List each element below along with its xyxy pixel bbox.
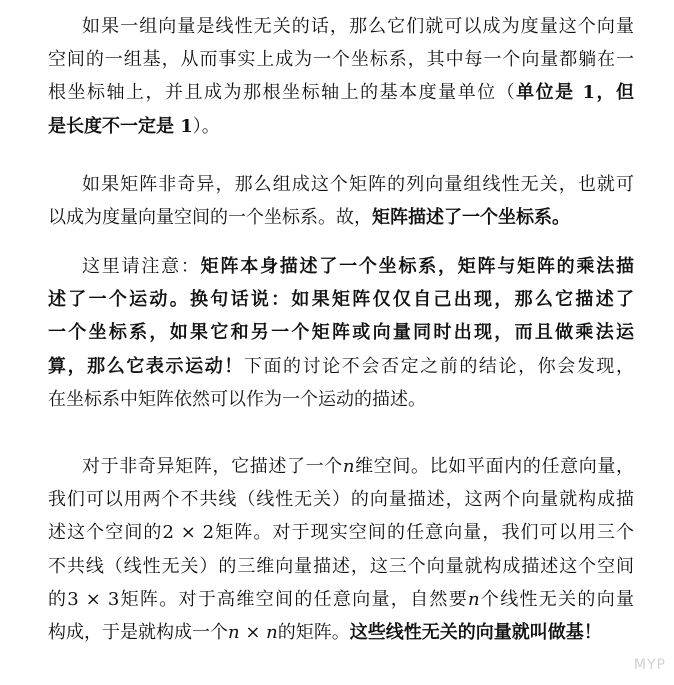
watermark: MYP [633,657,666,673]
text-line [48,203,634,233]
text-run: 维空间。比如平面内的任意向量， [354,456,635,477]
text-line [48,485,634,515]
text-run: 如果矩阵非奇异，那么组成这个矩阵的列向量组线性无关，也就可 [82,174,634,195]
text-run: 的3 × 3矩阵。对于高维空间的任意向量，自然要 [48,588,469,610]
text-run: 空间的一组基，从而事实上成为一个坐标系，其中每一个向量都躺在一 [48,49,634,71]
bold-text: 矩阵本身描述了一个坐标系，矩阵与矩阵的乘法描 [200,256,635,277]
text-run: 个线性无关的向量 [479,588,635,610]
text-run: 对于非奇异矩阵，它描述了一个 [82,456,343,477]
bold-text: 一个坐标系，如果它和另一个矩阵或向量同时出现，而且做乘法运 [48,322,634,344]
text-line [48,518,634,548]
bold-text: 是长度不一定是 1 [48,115,193,137]
text-run: 以成为度量向量空间的一个坐标系。故， [48,207,372,229]
text-run: 如果一组向量是线性无关的话，那么它们就可以成为度量这个向量 [82,16,634,37]
text-line [48,112,634,142]
text-run: 根坐标轴上，并且成为那根坐标轴上的基本度量单位（ [48,82,517,104]
bold-text: 算，那么它表示运动！ [48,355,244,377]
italic-variable: n [468,588,480,610]
text-line [48,318,634,348]
text-line [48,352,634,382]
text-run: ）。 [192,115,220,137]
italic-variable: n [266,622,278,643]
italic-variable: n [342,456,355,477]
bold-text: 单位是 1，但 [516,82,635,104]
bold-text: 这些线性无关的向量就叫做基！ [349,622,602,643]
text-line [48,78,634,108]
text-run: 述这个空间的2 × 2矩阵。对于现实空间的任意向量，我们可以用三个 [48,522,634,544]
italic-variable: n [228,622,240,643]
text-run: 不共线（线性无关）的三维向量描述，这三个向量就构成描述这个空间 [48,555,634,577]
text-run: 下面的讨论不会否定之前的结论，你会发现， [243,355,635,377]
bold-text: 述了一个运动。换句话说：如果矩阵仅仅自己出现，那么它描述了 [48,289,634,311]
text-line [48,618,634,648]
text-line [48,585,634,615]
text-line [48,385,634,415]
text-run: 构成，于是就构成一个 [48,622,228,643]
text-line [48,285,634,315]
text-run: 的矩阵。 [277,622,350,643]
text-line [82,170,634,200]
text-run: 在坐标系中矩阵依然可以作为一个运动的描述。 [48,388,426,410]
text-line [48,45,634,75]
text-run: × [239,622,267,643]
text-line [82,12,634,42]
text-line [82,452,634,482]
text-run: 我们可以用两个不共线（线性无关）的向量描述，这两个向量就构成描 [48,489,634,511]
text-line [82,252,634,282]
text-run: 这里请注意： [82,256,201,277]
bold-text: 矩阵描述了一个坐标系。 [372,207,570,229]
text-line [48,552,634,582]
